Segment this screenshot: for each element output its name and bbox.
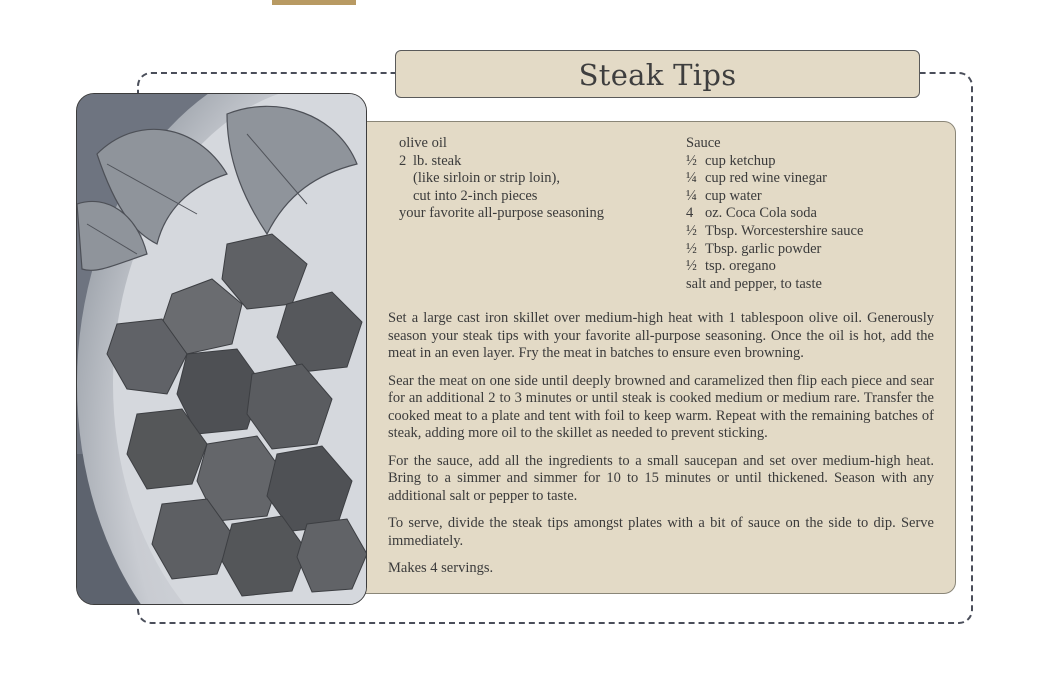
ingredient-item xyxy=(399,135,604,153)
ingredient-text: tsp. oregano xyxy=(705,258,776,275)
ingredient-item xyxy=(686,188,863,206)
ingredient-item xyxy=(399,153,604,171)
ingredient-item xyxy=(686,241,863,259)
ingredient-item xyxy=(686,223,863,241)
ingredient-qty: ½ xyxy=(686,222,697,239)
ingredient-text: cup red wine vinegar xyxy=(705,170,827,187)
ingredient-qty: ½ xyxy=(686,258,697,275)
recipe-title: Steak Tips xyxy=(395,50,920,98)
ingredient-text: olive oil xyxy=(399,135,447,151)
ingredient-item xyxy=(686,170,863,188)
steak-photo-illustration xyxy=(77,94,367,605)
ingredient-qty: ½ xyxy=(686,152,697,169)
ingredient-text: Tbsp. Worcestershire sauce xyxy=(705,222,864,239)
ingredient-item: salt and pepper, to taste xyxy=(686,275,822,292)
direction-step: Set a large cast iron skillet over medium-high heat with 1 tablespoon olive oil. Generously season your steak tips with your favorite all-purpose seasoning. Once the oil is hot, add the meat in an even layer. Fry the meat in batches to ensure even browning. xyxy=(388,310,934,361)
ingredient-text: (like sirloin or strip loin), xyxy=(413,170,560,187)
ingredient-text: lb. steak xyxy=(413,152,462,169)
ingredient-item xyxy=(686,258,863,276)
sauce-ingredients-list xyxy=(686,135,863,293)
ingredient-text: cut into 2-inch pieces xyxy=(413,187,538,204)
main-ingredients-list xyxy=(399,135,604,223)
ingredient-text: cup water xyxy=(705,187,762,204)
ingredient-qty: 2 xyxy=(399,152,407,169)
servings-note: Makes 4 servings. xyxy=(388,560,494,576)
steak-tips-photo xyxy=(76,93,367,605)
ingredient-item xyxy=(399,170,604,188)
ingredient-item xyxy=(686,205,863,223)
direction-step: To serve, divide the steak tips amongst plates with a bit of sauce on the side to dip. Serve immediately. xyxy=(388,515,934,549)
direction-step: For the sauce, add all the ingredients to a small saucepan and set over medium-high heat. Bring to a simmer and simmer for 10 to 15 minutes or until thickened. Season with any additional salt or pepper to taste. xyxy=(388,452,934,504)
ingredient-qty: 4 xyxy=(686,205,694,222)
ingredient-qty: ¼ xyxy=(686,170,697,187)
ingredient-text: Tbsp. garlic powder xyxy=(705,240,822,257)
ingredient-text: your favorite all-purpose seasoning xyxy=(399,205,604,222)
ingredient-item xyxy=(686,153,863,171)
ingredient-text: cup ketchup xyxy=(705,152,776,169)
ingredient-item xyxy=(399,205,604,223)
ingredient-qty: ¼ xyxy=(686,187,697,204)
direction-step: Sear the meat on one side until deeply browned and caramelized then flip each piece and sear for an additional 2 to 3 minutes or until steak is cooked medium or medium rare. Transfer the cooked meat to a plate and tent with foil to keep warm. Repeat with the remaining batches of steak, adding more oil to the skillet as needed to prevent sticking. xyxy=(388,372,934,441)
ingredient-item xyxy=(399,188,604,206)
ingredient-text: oz. Coca Cola soda xyxy=(705,205,817,222)
recipe-directions xyxy=(388,310,934,588)
ingredient-qty: ½ xyxy=(686,240,697,257)
sauce-heading: Sauce xyxy=(686,135,721,151)
top-accent-tab xyxy=(272,0,356,5)
